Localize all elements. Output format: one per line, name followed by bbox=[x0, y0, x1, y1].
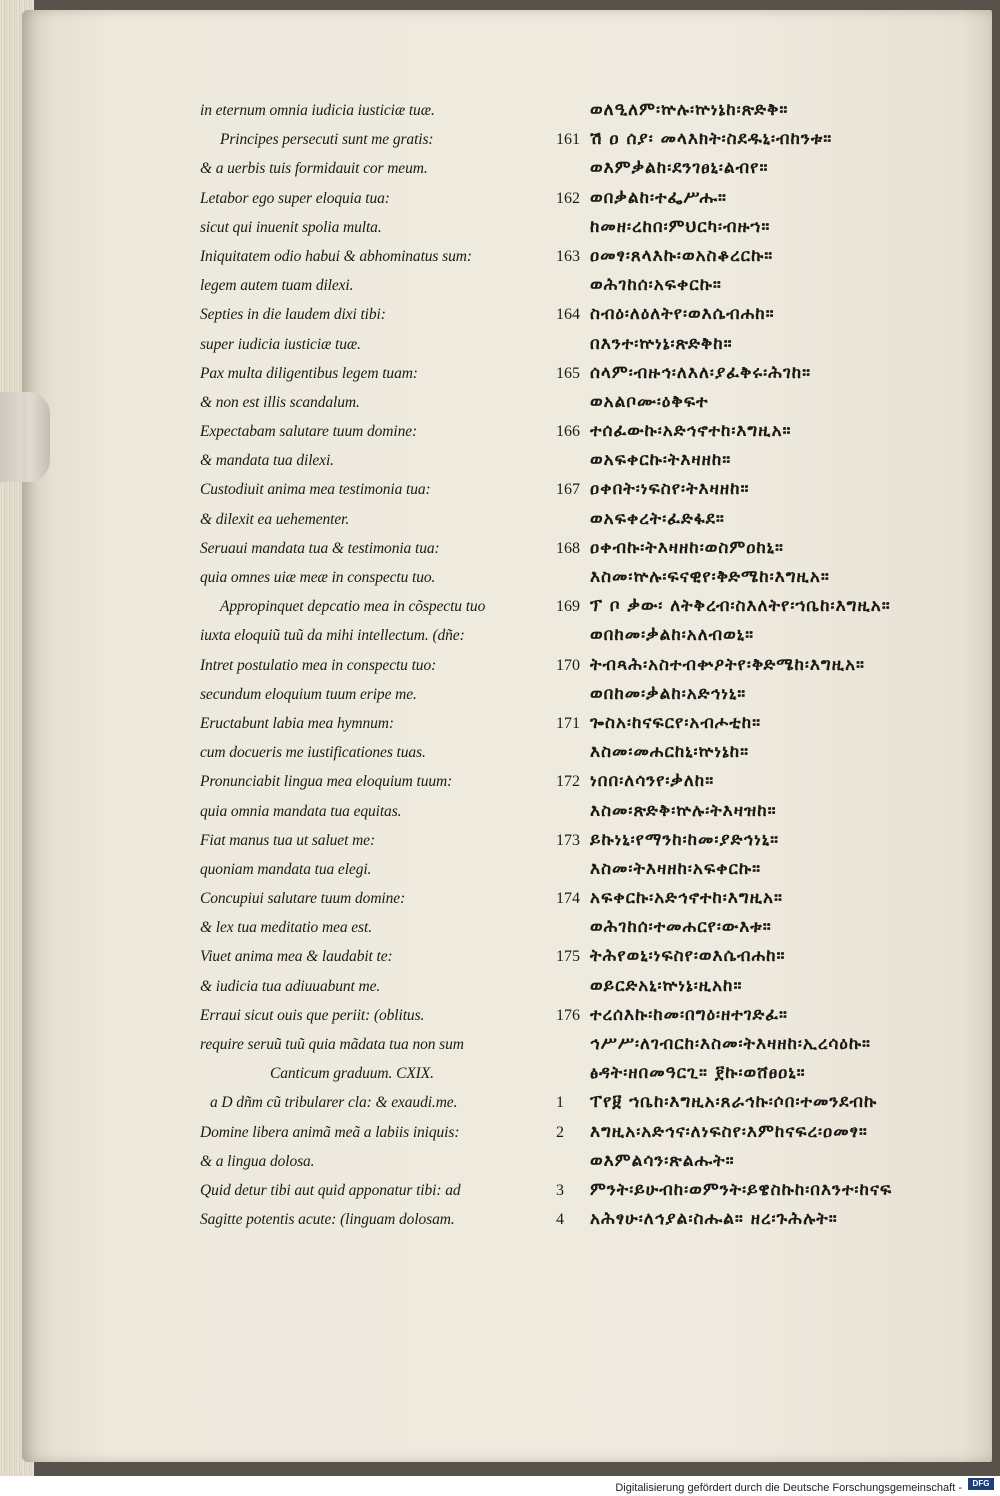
ethiopic-line bbox=[556, 505, 996, 534]
ethiopic-text: ነበበ፡ለሳንየ፡ቃለከ። bbox=[590, 771, 715, 792]
ethiopic-text: ሽ ዐ ሰያ፡ መላእክት፡ስደዱኒ፡ብከንቱ። bbox=[590, 129, 833, 150]
ethiopic-text: እስመ፡ኵሉ፡ፍናዊየ፡ቅድሜከ፡እግዚአ። bbox=[590, 567, 830, 587]
verse-number: 161 bbox=[556, 131, 580, 149]
latin-line: Fiat manus tua ut saluet me: bbox=[200, 831, 376, 849]
verse-number: 174 bbox=[556, 890, 580, 908]
ethiopic-text: ወእምቃልከ፡ደንገፀኒ፡ልብየ። bbox=[590, 158, 769, 179]
verse-number bbox=[556, 1059, 590, 1088]
ethiopic-line bbox=[556, 446, 996, 475]
verse-number: 163 bbox=[556, 247, 580, 265]
ethiopic-line bbox=[556, 184, 996, 213]
latin-line: quoniam mandata tua elegi. bbox=[200, 860, 372, 878]
ethiopic-line bbox=[556, 884, 996, 913]
verse-number: 172 bbox=[556, 773, 580, 791]
ethiopic-line bbox=[556, 534, 996, 563]
ethiopic-text: ምንት፡ይሁብከ፡ወምንት፡ይዌስኩከ፡በእንተ፡ከናፍ bbox=[590, 1179, 893, 1200]
ethiopic-text: ዐቀብኩ፡ትእዛዘከ፡ወስምዐከኒ። bbox=[590, 537, 784, 558]
ethiopic-text: ኅሥሥ፡ለገብርከ፡እስመ፡ትእዛዘከ፡ኢረሳዕኩ። bbox=[590, 1034, 871, 1054]
ethiopic-line bbox=[556, 271, 996, 300]
ethiopic-line bbox=[556, 330, 996, 359]
ethiopic-line bbox=[556, 592, 996, 621]
ethiopic-text: ወበቃልከ፡ተፌሥሑ። bbox=[590, 187, 727, 208]
ethiopic-line bbox=[556, 96, 996, 125]
latin-line: Septies in die laudem dixi tibi: bbox=[200, 306, 386, 324]
ethiopic-text: ተረሰእኩ፡ከመ፡በግዕ፡ዘተገድፈ። bbox=[590, 1004, 788, 1025]
latin-line: secundum eloquium tuum eripe me. bbox=[200, 685, 417, 703]
ethiopic-text: ይኩነኒ፡የማንከ፡ከመ፡ያድኅነኒ። bbox=[590, 829, 780, 850]
ethiopic-line bbox=[556, 213, 996, 242]
ethiopic-line bbox=[556, 855, 996, 884]
verse-number: 169 bbox=[556, 598, 580, 616]
ethiopic-text: ትብጻሕ፡አስተብቍዖትየ፡ቅድሜከ፡እግዚአ። bbox=[590, 654, 865, 675]
verse-number bbox=[556, 913, 590, 942]
ethiopic-text: ዐቀበት፡ነፍስየ፡ትእዛዘከ። bbox=[590, 479, 750, 500]
verse-number bbox=[556, 621, 590, 650]
verse-number bbox=[556, 563, 590, 592]
ethiopic-text: ወአፍቀረት፡ፈድፋደ። bbox=[590, 508, 725, 529]
ethiopic-text: ወአፍቀርኩ፡ትእዛዘከ። bbox=[590, 450, 732, 471]
ethiopic-text: ሰላም፡ብዙኅ፡ለእለ፡ያፈቅሩ፡ሕገከ። bbox=[590, 362, 812, 383]
latin-line: cum docueris me iustificationes tuas. bbox=[200, 744, 426, 762]
ethiopic-line bbox=[556, 388, 996, 417]
ethiopic-line bbox=[556, 154, 996, 183]
latin-line: & mandata tua dilexi. bbox=[200, 452, 334, 470]
ethiopic-text: ወለዒለም፡ኵሉ፡ኵነኔከ፡ጽድቅ። bbox=[590, 100, 789, 120]
verse-number: 167 bbox=[556, 481, 580, 499]
ethiopic-line bbox=[556, 709, 996, 738]
ethiopic-text: ፕ ቦ ቃው፡ ለትቅረብ፡ስእለትየ፡ኀቤከ፡እግዚአ። bbox=[590, 596, 891, 617]
verse-number bbox=[556, 96, 590, 125]
latin-line: in eternum omnia iudicia iusticiæ tuæ. bbox=[200, 102, 435, 119]
ethiopic-line bbox=[556, 1176, 996, 1205]
verse-number bbox=[556, 1147, 590, 1176]
latin-line: & a lingua dolosa. bbox=[200, 1152, 315, 1170]
ethiopic-text: ትሕየወኒ፡ነፍስየ፡ወእሴብሐከ። bbox=[590, 946, 786, 967]
verse-number: 2 bbox=[556, 1123, 564, 1141]
ethiopic-line bbox=[556, 125, 996, 154]
latin-line: Appropinquet depcatio mea in cõspectu tuo bbox=[220, 598, 486, 616]
latin-line: & a uerbis tuis formidauit cor meum. bbox=[200, 160, 428, 178]
verse-number: 166 bbox=[556, 423, 580, 441]
latin-line: & lex tua meditatio mea est. bbox=[200, 919, 372, 937]
latin-line: Canticum graduum. CXIX. bbox=[270, 1065, 434, 1083]
verse-number bbox=[556, 505, 590, 534]
ethiopic-text: ጐስአ፡ከናፍርየ፡አብሖቲከ። bbox=[590, 712, 762, 733]
latin-line: sicut qui inuenit spolia multa. bbox=[200, 218, 382, 236]
verse-number bbox=[556, 213, 590, 242]
ethiopic-line bbox=[556, 826, 996, 855]
verse-number: 4 bbox=[556, 1211, 564, 1229]
verse-number bbox=[556, 680, 590, 709]
ethiopic-text: ተሰፈውኩ፡አድኅኖተከ፡እግዚአ። bbox=[590, 421, 792, 442]
verse-number: 171 bbox=[556, 714, 580, 732]
ethiopic-text: እስመ፡ትእዛዘከ፡አፍቀርኩ። bbox=[590, 858, 762, 879]
verse-number bbox=[556, 446, 590, 475]
ethiopic-text: ከመዘ፡ረከበ፡ምህርካ፡ብዙኀ። bbox=[590, 216, 771, 237]
ethiopic-line bbox=[556, 563, 996, 592]
ethiopic-line bbox=[556, 1118, 996, 1147]
latin-line: Concupiui salutare tuum domine: bbox=[200, 890, 406, 908]
verse-number: 164 bbox=[556, 306, 580, 324]
ethiopic-line bbox=[556, 972, 996, 1001]
ethiopic-line bbox=[556, 1088, 996, 1117]
ethiopic-line bbox=[556, 942, 996, 971]
verse-number: 162 bbox=[556, 189, 580, 207]
verse-number: 175 bbox=[556, 948, 580, 966]
ethiopic-line bbox=[556, 767, 996, 796]
ethiopic-text: ወበከመ፡ቃልከ፡አለብወኒ። bbox=[590, 625, 755, 646]
ethiopic-line bbox=[556, 1030, 996, 1059]
ethiopic-text: ወይርድአኒ፡ኵነኔ፡ዚአከ። bbox=[590, 975, 743, 996]
latin-line: a D dñm cũ tribularer cla: & exaudi.me. bbox=[210, 1094, 458, 1112]
verse-number: 173 bbox=[556, 831, 580, 849]
latin-line: quia omnes uiæ meæ in conspectu tuo. bbox=[200, 569, 436, 586]
verse-number bbox=[556, 388, 590, 417]
ethiopic-text: ስብዕ፡ለዕለትየ፡ወእሴብሐከ። bbox=[590, 304, 775, 325]
latin-line: & dilexit ea uehementer. bbox=[200, 510, 350, 528]
latin-line: Pronunciabit lingua mea eloquium tuum: bbox=[200, 773, 453, 791]
dfg-logo: DFG bbox=[968, 1478, 994, 1490]
ethiopic-line bbox=[556, 651, 996, 680]
latin-line: require seruũ tuũ quia mãdata tua non sum bbox=[200, 1036, 464, 1053]
latin-line: Intret postulatio mea in conspectu tuo: bbox=[200, 656, 437, 674]
latin-line: Viuet anima mea & laudabit te: bbox=[200, 948, 393, 966]
latin-line: Eructabunt labia mea hymnum: bbox=[200, 714, 394, 732]
ethiopic-text: ወእምልሳን፡ጽልሑት። bbox=[590, 1150, 735, 1171]
ethiopic-text: እስመ፡መሐርከኒ፡ኵነኔከ። bbox=[590, 742, 750, 763]
ethiopic-line bbox=[556, 417, 996, 446]
latin-line: Seruaui mandata tua & testimonia tua: bbox=[200, 539, 440, 557]
ethiopic-text: ወአልቦሙ፡ዕቅፍተ bbox=[590, 391, 709, 412]
latin-column bbox=[200, 96, 550, 1234]
verse-number bbox=[556, 1030, 590, 1059]
ethiopic-line bbox=[556, 242, 996, 271]
verse-number bbox=[556, 797, 590, 826]
latin-line: Quid detur tibi aut quid apponatur tibi: ad bbox=[200, 1181, 461, 1199]
latin-line: & non est illis scandalum. bbox=[200, 393, 360, 411]
verse-number bbox=[556, 271, 590, 300]
verse-number: 3 bbox=[556, 1181, 564, 1199]
ethiopic-text: ወሕገከሰ፡አፍቀርኩ። bbox=[590, 275, 722, 296]
ethiopic-text: ፐየ፱ ኀቤከ፡እግዚአ፡ጸራኅኩ፡ሶበ፡ተመንደብኩ bbox=[590, 1092, 878, 1113]
footer bbox=[0, 1476, 1000, 1492]
ethiopic-text: እግዚአ፡አድኅና፡ለነፍስየ፡እምከናፍረ፡ዐመፃ። bbox=[590, 1121, 868, 1142]
latin-line: Letabor ego super eloquia tua: bbox=[200, 189, 390, 207]
verse-number bbox=[556, 972, 590, 1001]
ethiopic-text: አሕፃሁ፡ለኅያል፡ስሑል። ዘረ፡ጉሕሉት። bbox=[590, 1209, 838, 1230]
ethiopic-text: ዐመፃ፡ጸላእኩ፡ወአስቆረርኩ። bbox=[590, 245, 774, 266]
verse-number: 168 bbox=[556, 539, 580, 557]
verse-number: 170 bbox=[556, 656, 580, 674]
latin-line: Pax multa diligentibus legem tuam: bbox=[200, 364, 418, 382]
verse-number: 165 bbox=[556, 364, 580, 382]
ethiopic-line bbox=[556, 475, 996, 504]
ethiopic-line bbox=[556, 1147, 996, 1176]
ethiopic-line bbox=[556, 680, 996, 709]
latin-line: Principes persecuti sunt me gratis: bbox=[220, 131, 434, 149]
ethiopic-line bbox=[556, 913, 996, 942]
bookmark-tab bbox=[0, 392, 50, 482]
ethiopic-column bbox=[556, 96, 996, 1234]
latin-line: Sagitte potentis acute: (linguam dolosam. bbox=[200, 1211, 455, 1229]
latin-line: Iniquitatem odio habui & abhominatus sum: bbox=[200, 247, 472, 265]
ethiopic-line bbox=[556, 1059, 996, 1088]
latin-line: Custodiuit anima mea testimonia tua: bbox=[200, 481, 431, 499]
latin-line: iuxta eloquiũ tuũ da mihi intellectum. (dñe: bbox=[200, 627, 465, 645]
ethiopic-text: እስመ፡ጽድቅ፡ኵሉ፡ትእዛዝከ። bbox=[590, 800, 777, 821]
ethiopic-line bbox=[556, 1001, 996, 1030]
verse-number bbox=[556, 330, 590, 359]
ethiopic-text: በእንተ፡ኵነኔ፡ጽድቅከ። bbox=[590, 333, 733, 354]
latin-line: super iudicia iusticiæ tuæ. bbox=[200, 335, 361, 353]
ethiopic-line bbox=[556, 621, 996, 650]
latin-line: Erraui sicut ouis que periit: (oblitus. bbox=[200, 1006, 425, 1024]
verse-number bbox=[556, 738, 590, 767]
ethiopic-text: ፅዳት፡ዘበመዓርጊ። ፻ኩ፡ወሸፀዐኒ። bbox=[590, 1063, 806, 1084]
latin-line: legem autem tuam dilexi. bbox=[200, 277, 354, 295]
verse-number: 176 bbox=[556, 1006, 580, 1024]
latin-line: Expectabam salutare tuum domine: bbox=[200, 423, 418, 441]
ethiopic-line bbox=[556, 797, 996, 826]
ethiopic-line bbox=[556, 359, 996, 388]
verse-number bbox=[556, 154, 590, 183]
verse-number: 1 bbox=[556, 1094, 564, 1112]
latin-line: Domine libera animã meã a labiis iniquis: bbox=[200, 1123, 460, 1141]
latin-line: & iudicia tua adiuuabunt me. bbox=[200, 977, 381, 995]
latin-line: quia omnia mandata tua equitas. bbox=[200, 802, 402, 820]
ethiopic-text: ወሕገከሰ፡ተመሐርየ፡ውእቱ። bbox=[590, 917, 772, 938]
funding-notice: Digitalisierung gefördert durch die Deutsche Forschungsgemeinschaft - bbox=[615, 1482, 962, 1494]
ethiopic-text: ወበከመ፡ቃልከ፡አድኅነኒ። bbox=[590, 683, 747, 704]
ethiopic-line bbox=[556, 738, 996, 767]
ethiopic-text: አፍቀርኩ፡አድኅኖተከ፡እግዚአ። bbox=[590, 888, 783, 909]
verse-number bbox=[556, 855, 590, 884]
ethiopic-line bbox=[556, 300, 996, 329]
ethiopic-line bbox=[556, 1205, 996, 1234]
